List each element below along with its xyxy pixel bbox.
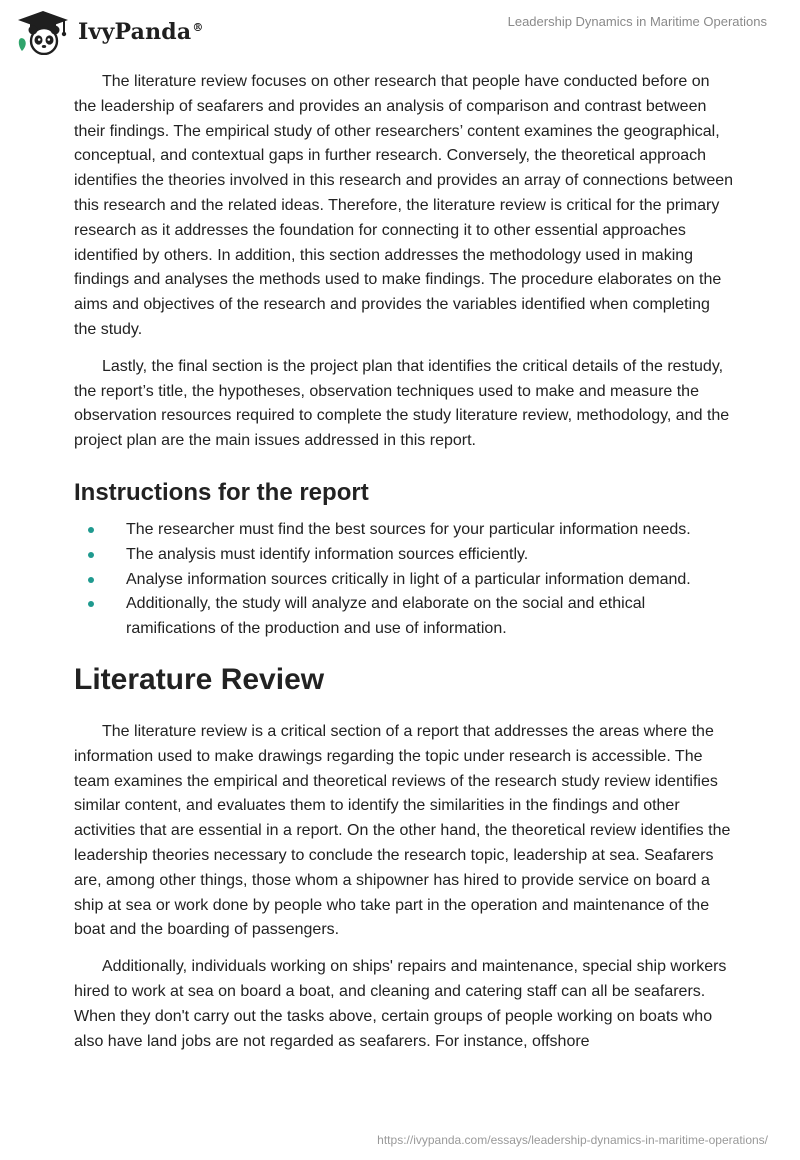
- brand-name: IvyPanda®: [78, 19, 204, 45]
- brand-logo[interactable]: [14, 8, 204, 56]
- heading-instructions: Instructions for the report: [74, 478, 369, 506]
- panda-logo-icon: [14, 9, 72, 55]
- paragraph-literature-review: The literature review is a critical section of a report that addresses the areas where the information used to make drawings regarding the topic under research is accessible. The team examines the empirical and theoretical reviews of the research study review identifies similar content, and evaluates them to identify the similarities in the findings and other activities that are essential in a report. On the other hand, the theoretical review identifies the leadership theories necessary to conclude the research topic, leadership at sea. Seafarers are, among other things, those whom a shipowner has hired to provide service on board a ship at sea or work done by people who take part in the operation and maintenance of the boat and the boarding of passengers.: [74, 722, 731, 939]
- bullet-dot-icon: [88, 552, 94, 558]
- source-url[interactable]: https://ivypanda.com/essays/leadership-dynamics-in-maritime-operations/: [377, 1133, 768, 1147]
- bullet-dot-icon: [88, 601, 94, 607]
- list-item: The researcher must find the best sources for your particular information needs.: [74, 518, 734, 543]
- list-item: The analysis must identify information sources efficiently.: [74, 543, 734, 568]
- list-item: Analyse information sources critically in light of a particular information demand.: [74, 568, 734, 593]
- bullet-dot-icon: [88, 527, 94, 533]
- page-header: [0, 0, 800, 60]
- article-body: [74, 70, 734, 1066]
- paragraph-project-plan: Lastly, the final section is the project plan that identifies the critical details of the restudy, the report’s title, the hypotheses, observation techniques used to make and measure the observation resources required to complete the study literature review, methodology, and the project plan are the main issues addressed in this report.: [74, 357, 730, 450]
- list-item: Additionally, the study will analyze and elaborate on the social and ethical ramifications of the production and use of information.: [74, 592, 734, 642]
- paragraph-seafarers: Additionally, individuals working on ships' repairs and maintenance, special ship workers hired to work at sea on board a boat, and cleaning and catering staff can all be seafarers. When they don't carry out the tasks above, certain groups of people working on boats who also have land jobs are not regarded as seafarers. For instance, offshore: [74, 958, 727, 1050]
- document-title: Leadership Dynamics in Maritime Operations: [507, 14, 767, 29]
- heading-literature-review: Literature Review: [74, 662, 325, 696]
- instructions-list: [74, 518, 734, 642]
- paragraph-intro: The literature review focuses on other research that people have conducted before on the leadership of seafarers and provides an analysis of comparison and contrast between their findings. The empirical study of other researchers’ content examines the geographical, conceptual, and contextual gaps in further research. Conversely, the theoretical approach identifies the theories involved in this research and provides an array of connections between this research and the related ideas. Therefore, the literature review is critical for the primary research as it addresses the foundation for connecting it to other essential approaches identified by others. In addition, this section addresses the methodology used in making findings and analyses the methods used to make findings. The procedure elaborates on the aims and objectives of the research and provides the variables identified when completing the study.: [74, 73, 734, 338]
- bullet-dot-icon: [88, 577, 94, 583]
